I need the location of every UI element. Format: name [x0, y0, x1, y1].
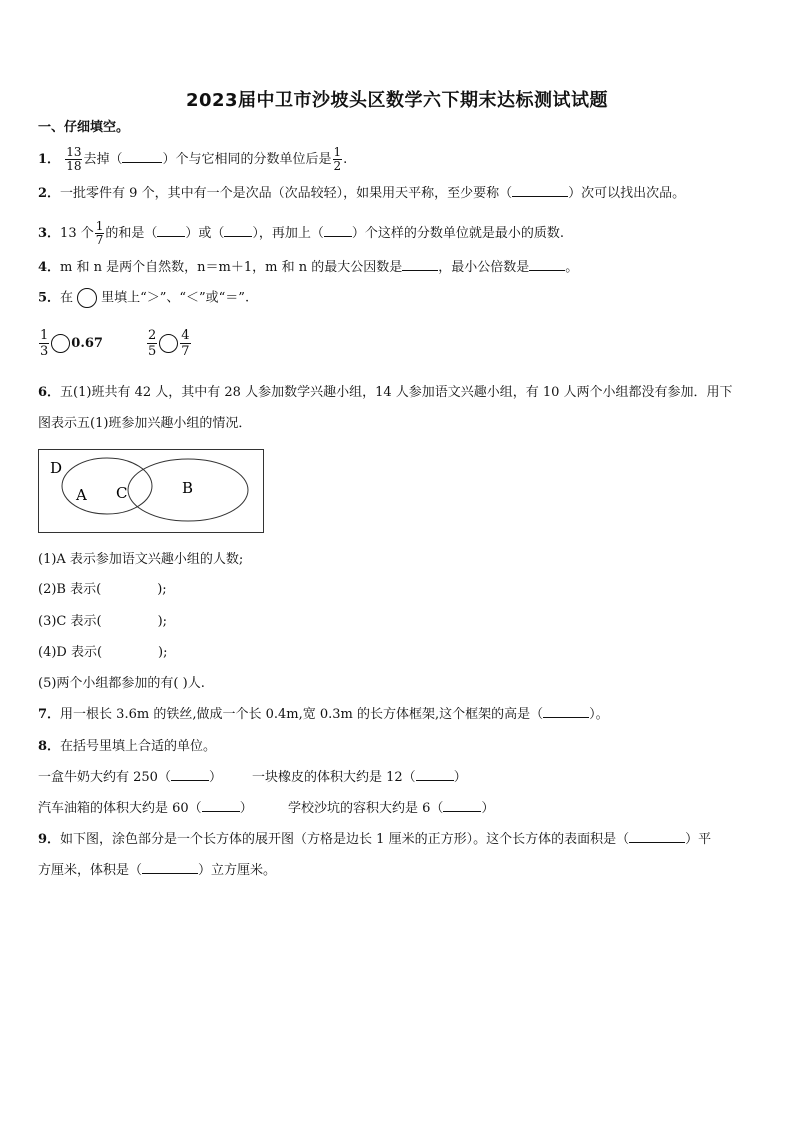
- sub-question-text: (4)D 表示(: [38, 645, 103, 660]
- question-text: ）个与它相同的分数单位后是: [162, 152, 332, 167]
- unit-row-1a: [38, 768, 222, 788]
- question-text: 用一根长 3.6m 的铁丝,做成一个长 0.4m,宽 0.3m 的长方体框架,这个框架的高是（: [60, 707, 544, 722]
- sub-question-text: );: [157, 614, 168, 629]
- unit-row-2a: [38, 799, 253, 819]
- question-6: [38, 383, 758, 403]
- answer-blank[interactable]: [402, 258, 438, 271]
- fraction: [333, 146, 343, 173]
- answer-blank[interactable]: [416, 768, 454, 781]
- fraction-numerator: 13: [66, 145, 82, 159]
- answer-blank[interactable]: [171, 768, 209, 781]
- question-text: 在: [60, 290, 74, 306]
- unit-item-text: 一盒牛奶大约有 250（: [38, 770, 171, 785]
- comparison-item-1: [38, 328, 103, 359]
- question-text: 的和是（: [105, 226, 158, 241]
- compare-circle-icon: [77, 288, 97, 308]
- question-2: [38, 184, 685, 204]
- question-text: 图表示五(1)班参加兴趣小组的情况．: [38, 416, 252, 431]
- answer-blank[interactable]: [324, 224, 352, 237]
- fraction-numerator: 4: [181, 328, 190, 343]
- unit-item-text: ）: [239, 801, 253, 816]
- answer-blank[interactable]: [224, 224, 252, 237]
- sub-question-text: );: [157, 582, 167, 597]
- question-text: 里填上“＞”、“＜”或“＝”.: [101, 290, 250, 306]
- answer-blank[interactable]: [529, 258, 565, 271]
- fraction-numerator: 1: [40, 328, 49, 343]
- sub-question-1: [38, 550, 243, 570]
- comparison-item-2: [146, 328, 192, 359]
- venn-diagram-svg: [38, 449, 264, 533]
- unit-item-text: ）: [208, 770, 222, 785]
- question-text: 方厘米，体积是（: [38, 863, 143, 878]
- page-title: 2023届中卫市沙坡头区数学六下期末达标测试试题: [185, 90, 609, 111]
- fraction: [39, 328, 49, 359]
- answer-blank[interactable]: [122, 150, 162, 163]
- question-number: 9．: [38, 832, 61, 847]
- sub-question-2: [38, 580, 167, 600]
- fraction: [147, 328, 157, 359]
- answer-blank[interactable]: [512, 184, 568, 197]
- question-text: ，最小公倍数是: [438, 260, 530, 275]
- question-number: 4．: [38, 260, 61, 275]
- question-text: 。: [565, 260, 579, 275]
- question-9-line-2: [38, 861, 276, 881]
- venn-label-d: D: [50, 459, 63, 477]
- fraction-denominator: 2: [333, 159, 342, 173]
- question-4: [38, 258, 578, 278]
- sub-question-4: [38, 643, 168, 663]
- fraction: [65, 146, 82, 173]
- section-heading-text: 一、仔细填空。: [38, 120, 130, 135]
- venn-diagram: [38, 449, 264, 537]
- question-text: ）立方厘米。: [198, 863, 277, 878]
- fraction-denominator: 7: [95, 233, 104, 247]
- fraction-denominator: 18: [66, 159, 82, 173]
- unit-item-text: 汽车油箱的体积大约是 60（: [38, 801, 202, 816]
- question-number: 5．: [38, 290, 61, 306]
- compare-circle[interactable]: [159, 334, 178, 353]
- question-number: 1．: [38, 152, 61, 167]
- sub-question-text: (1)A 表示参加语文兴趣小组的人数;: [38, 552, 244, 567]
- question-9: [38, 830, 711, 850]
- fraction-numerator: 1: [95, 219, 104, 233]
- question-text: ），再加上（: [252, 226, 324, 241]
- fraction-denominator: 5: [148, 344, 157, 359]
- question-5: [38, 288, 249, 309]
- question-text: 去掉（: [83, 152, 123, 167]
- venn-label-b: B: [182, 479, 194, 497]
- question-text: ）个这样的分数单位就是最小的质数.: [351, 226, 565, 241]
- answer-blank[interactable]: [443, 799, 481, 812]
- answer-blank[interactable]: [543, 705, 589, 718]
- answer-blank[interactable]: [202, 799, 240, 812]
- answer-blank[interactable]: [629, 830, 685, 843]
- question-text: ）或（: [185, 226, 225, 241]
- sub-question-text: (2)B 表示(: [38, 582, 102, 597]
- question-6-line-2: [38, 414, 251, 434]
- question-text: ）。: [589, 707, 609, 722]
- sub-question-3: [38, 612, 167, 632]
- venn-label-a: A: [76, 486, 87, 504]
- venn-label-c: C: [116, 484, 128, 502]
- answer-blank[interactable]: [142, 861, 198, 874]
- question-text: ）次可以找出次品。: [568, 186, 686, 201]
- question-text: m 和 n 是两个自然数，n＝m＋1，m 和 n 的最大公因数是: [60, 260, 403, 275]
- fraction: [95, 220, 105, 247]
- unit-item-text: 学校沙坑的容积大约是 6（: [288, 801, 444, 816]
- unit-row-2b: [288, 799, 494, 819]
- question-number: 8．: [38, 739, 61, 754]
- question-number: 6．: [38, 385, 61, 400]
- fraction-denominator: 3: [40, 344, 49, 359]
- section-heading: [38, 118, 129, 138]
- fraction-denominator: 7: [181, 344, 190, 359]
- question-text: ）平: [685, 832, 712, 847]
- question-text: 一批零件有 9 个，其中有一个是次品（次品较轻），如果用天平称，至少要称（: [60, 186, 513, 201]
- question-text: 如下图，涂色部分是一个长方体的展开图（方格是边长 1 厘米的正方形）。这个长方体的表面积是（: [60, 832, 630, 847]
- sub-question-5: [38, 674, 205, 694]
- question-number: 7．: [38, 707, 61, 722]
- unit-item-text: ）: [453, 770, 467, 785]
- question-1: [38, 146, 347, 173]
- question-8: [38, 737, 216, 757]
- fraction: [180, 328, 190, 359]
- sub-question-text: (3)C 表示(: [38, 614, 102, 629]
- question-7: [38, 705, 609, 725]
- compare-value: 0.67: [71, 336, 103, 351]
- question-3: [38, 220, 564, 247]
- sub-question-text: );: [158, 645, 168, 660]
- question-number: 2．: [38, 186, 61, 201]
- answer-blank[interactable]: [157, 224, 185, 237]
- question-text: 五(1)班共有 42 人，其中有 28 人参加数学兴趣小组，14 人参加语文兴趣小组，有 10 人两个小组都没有参加．用下: [60, 385, 733, 400]
- fraction-numerator: 1: [333, 145, 342, 159]
- unit-row-1b: [252, 768, 467, 788]
- question-text: 在括号里填上合适的单位。: [60, 739, 217, 754]
- question-text: .: [343, 152, 348, 167]
- compare-circle[interactable]: [51, 334, 70, 353]
- unit-item-text: 一块橡皮的体积大约是 12（: [252, 770, 416, 785]
- fraction-numerator: 2: [148, 328, 157, 343]
- sub-question-text: (5)两个小组都参加的有( )人.: [38, 676, 205, 691]
- question-text: 13 个: [60, 226, 94, 241]
- unit-item-text: ）: [481, 801, 495, 816]
- question-number: 3．: [38, 226, 61, 241]
